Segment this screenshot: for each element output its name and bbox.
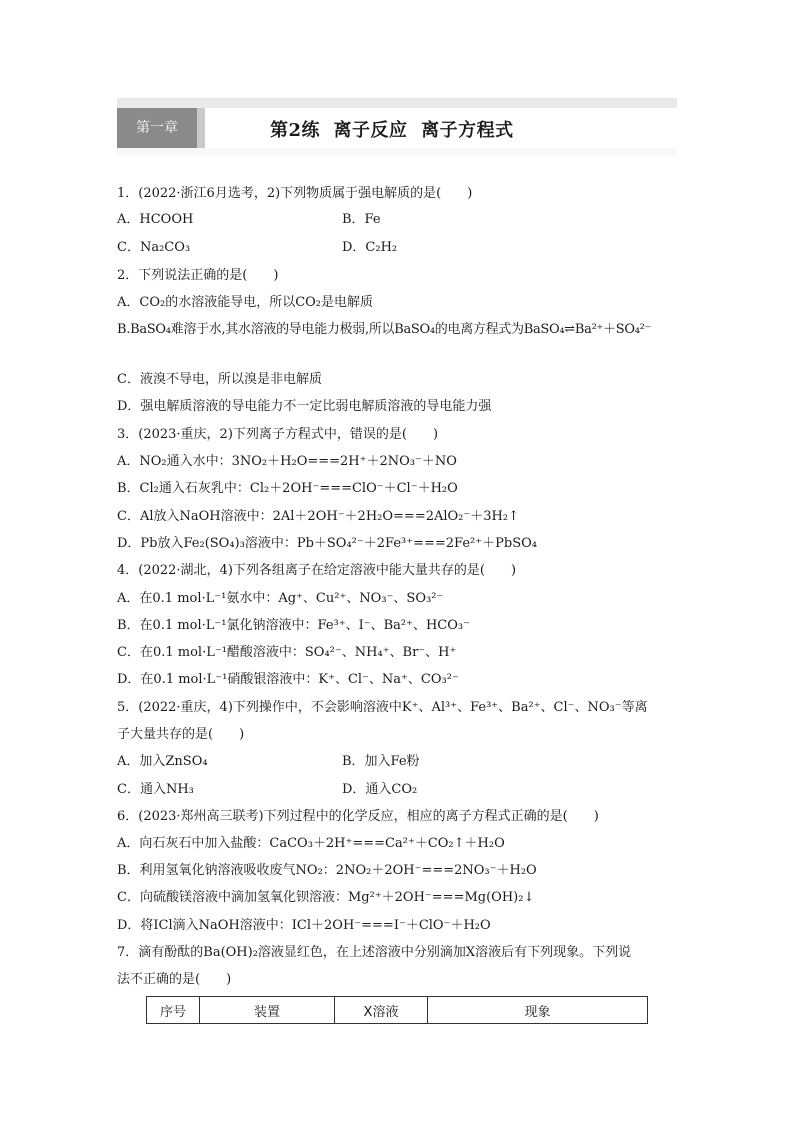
question-5-option-c: C．通入NH₃ <box>117 782 194 797</box>
table-header-cell: 序号 <box>147 997 200 1024</box>
question-2-stem: 2．下列说法正确的是( ) <box>117 268 279 283</box>
question-1-option-b: B．Fe <box>342 212 381 227</box>
question-6-option-d: D．将ICl滴入NaOH溶液中：ICl＋2OH⁻===I⁻＋ClO⁻＋H₂O <box>117 918 491 933</box>
question-1-option-a: A．HCOOH <box>117 212 194 227</box>
question-3-option-a: A．NO₂通入水中：3NO₂＋H₂O===2H⁺＋2NO₃⁻＋NO <box>117 454 457 469</box>
question-4-option-c: C．在0.1 mol·L⁻¹醋酸溶液中：SO₄²⁻、NH₄⁺、Br⁻、H⁺ <box>117 645 457 660</box>
question-4-stem: 4．(2022·湖北，4)下列各组离子在给定溶液中能大量共存的是( ) <box>117 563 517 578</box>
question-6-option-c: C．向硫酸镁溶液中滴加氢氧化钡溶液：Mg²⁺＋2OH⁻===Mg(OH)₂↓ <box>117 890 535 905</box>
question-6-option-a: A．向石灰石中加入盐酸：CaCO₃＋2H⁺===Ca²⁺＋CO₂↑＋H₂O <box>117 836 505 851</box>
table-header-row <box>147 997 648 1024</box>
question-6-option-b: B．利用氢氧化钠溶液吸收废气NO₂：2NO₂＋2OH⁻===2NO₃⁻＋H₂O <box>117 863 537 878</box>
question-5-option-d: D．通入CO₂ <box>342 782 418 797</box>
question-7-stem-line-2: 法不正确的是( ) <box>117 972 232 987</box>
question-2-option-c: C．液溴不导电，所以溴是非电解质 <box>117 372 322 387</box>
table-header-cell: 现象 <box>428 997 648 1024</box>
page-title: 第2练 离子反应 离子方程式 <box>270 120 514 141</box>
question-3-option-d: D．Pb放入Fe₂(SO₄)₃溶液中：Pb＋SO₄²⁻＋2Fe³⁺===2Fe²⁺＋PbSO₄ <box>117 536 537 551</box>
question-1-option-c: C．Na₂CO₃ <box>117 240 191 255</box>
question-5-stem-line-2: 子大量共存的是( ) <box>117 727 245 742</box>
question-3-option-c: C．Al放入NaOH溶液中：2Al＋2OH⁻＋2H₂O===2AlO₂⁻＋3H₂↑ <box>117 509 519 524</box>
question-5-option-b: B．加入Fe粉 <box>342 754 420 769</box>
table-header-cell: X溶液 <box>335 997 428 1024</box>
chapter-tab-edge <box>197 108 205 148</box>
question-5-stem-line-1: 5．(2022·重庆，4)下列操作中，不会影响溶液中K⁺、Al³⁺、Fe³⁺、Ba²⁺、Cl⁻、NO₃⁻等离 <box>117 700 648 715</box>
question-1-option-d: D．C₂H₂ <box>342 240 398 255</box>
question-5-option-a: A．加入ZnSO₄ <box>117 754 208 769</box>
question-2-option-b: B.BaSO₄难溶于水,其水溶液的导电能力极弱,所以BaSO₄的电离方程式为BaSO₄⇌Ba²⁺＋SO₄²⁻ <box>117 322 652 337</box>
question-1-stem: 1．(2022·浙江6月选考，2)下列物质属于强电解质的是( ) <box>117 186 473 201</box>
question-4-option-d: D．在0.1 mol·L⁻¹硝酸银溶液中：K⁺、Cl⁻、Na⁺、CO₃²⁻ <box>117 672 459 687</box>
table-header-cell: 装置 <box>200 997 335 1024</box>
question-3-option-b: B．Cl₂通入石灰乳中：Cl₂＋2OH⁻===ClO⁻＋Cl⁻＋H₂O <box>117 481 458 496</box>
question-2-option-d: D．强电解质溶液的导电能力不一定比弱电解质溶液的导电能力强 <box>117 399 492 414</box>
question-7-table <box>146 996 648 1024</box>
chapter-tab: 第一章 <box>117 108 197 148</box>
question-4-option-a: A．在0.1 mol·L⁻¹氨水中：Ag⁺、Cu²⁺、NO₃⁻、SO₃²⁻ <box>117 591 444 606</box>
question-7-stem-line-1: 7．滴有酚酞的Ba(OH)₂溶液显红色，在上述溶液中分别滴加X溶液后有下列现象。下列说 <box>117 945 632 960</box>
question-2-option-a: A．CO₂的水溶液能导电，所以CO₂是电解质 <box>117 295 374 310</box>
question-6-stem: 6．(2023·郑州高三联考)下列过程中的化学反应，相应的离子方程式正确的是( ) <box>117 809 599 824</box>
question-4-option-b: B．在0.1 mol·L⁻¹氯化钠溶液中：Fe³⁺、I⁻、Ba²⁺、HCO₃⁻ <box>117 618 470 633</box>
question-3-stem: 3．(2023·重庆，2)下列离子方程式中，错误的是( ) <box>117 427 439 442</box>
